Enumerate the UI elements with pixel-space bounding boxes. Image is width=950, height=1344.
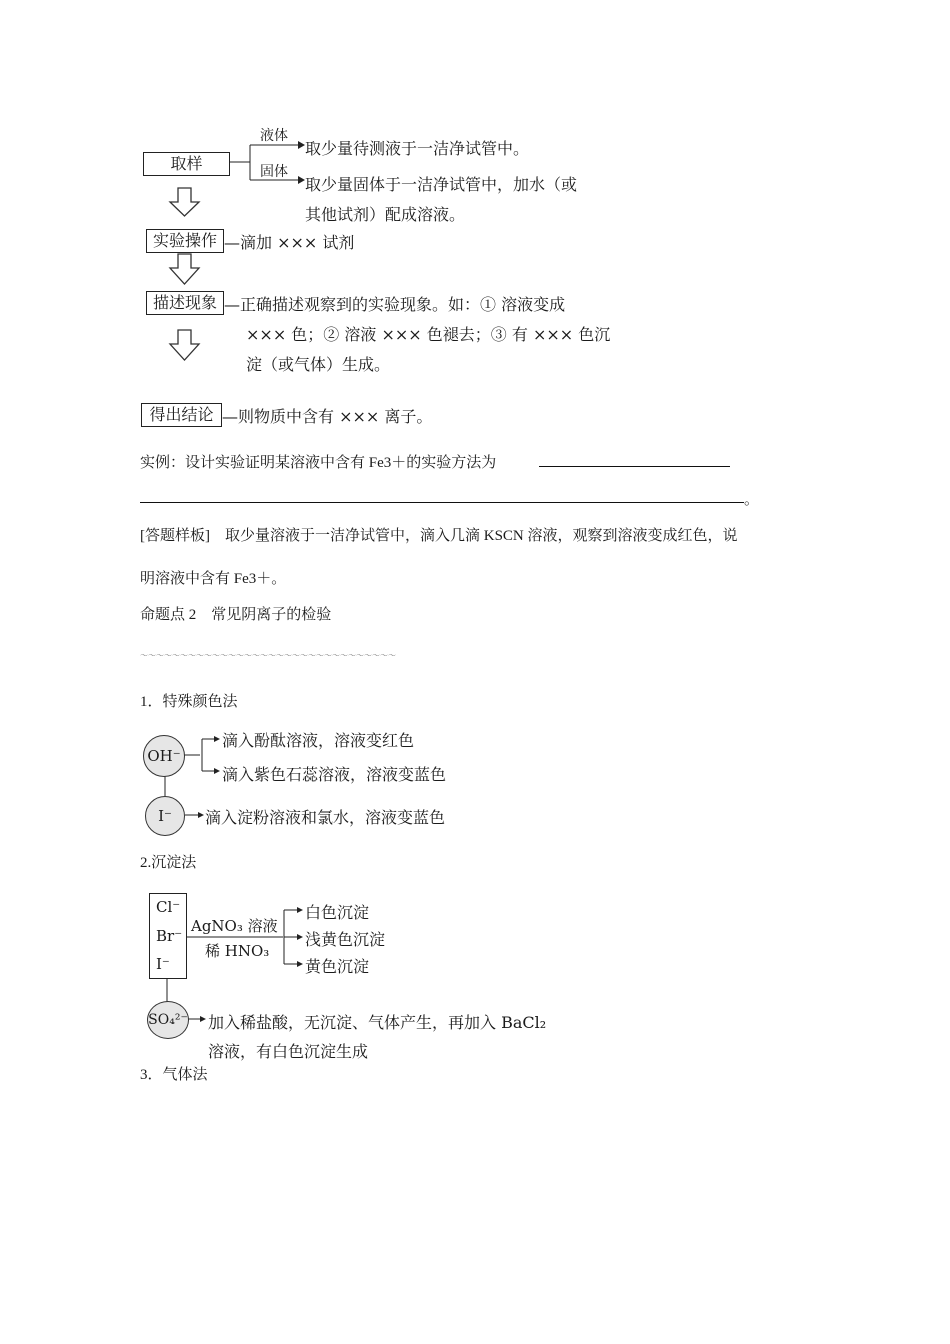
reagent-bottom: 稀 HNO₃ [205, 942, 270, 960]
liquid-text: 取少量待测液于一洁净试管中。 [305, 139, 530, 158]
oh-test-1: 滴入酚酞溶液，溶液变红色 [222, 731, 415, 750]
answer-blank-2 [140, 502, 744, 503]
ion-i: I⁻ [156, 955, 170, 973]
solid-text-1: 取少量固体于一洁净试管中，加水（或 [305, 175, 578, 194]
so4-test-1: 加入稀盐酸，无沉淀、气体产生，再加入 BaCl₂ [208, 1013, 547, 1032]
result-light-yellow: 浅黄色沉淀 [305, 930, 386, 949]
phenomenon-text-1: —正确描述观察到的实验现象。如：① 溶液变成 [224, 295, 566, 314]
result-yellow: 黄色沉淀 [305, 957, 370, 976]
sample-box: 取样 [143, 152, 230, 176]
operation-text: —滴加 ××× 试剂 [224, 233, 355, 252]
so4-test-2: 溶液，有白色沉淀生成 [208, 1042, 369, 1061]
solid-label: 固体 [260, 164, 288, 180]
result-white: 白色沉淀 [305, 903, 370, 922]
down-arrow-icon-3 [170, 330, 199, 360]
phenomenon-text-2: ××× 色；② 溶液 ××× 色褪去；③ 有 ××× 色沉 [246, 325, 611, 344]
section-title: 命题点 2 常见阴离子的检验 [140, 607, 332, 623]
reagent-top: AgNO₃ 溶液 [191, 917, 278, 935]
so4-ion-circle: SO₄²⁻ [147, 1001, 189, 1039]
conclusion-text: —则物质中含有 ××× 离子。 [222, 407, 433, 426]
method2-title: 2.沉淀法 [140, 855, 197, 871]
wave-underline: ～～～～～～～～～～～～～～～～～～～～～～～～～～～～～～～～ [140, 651, 396, 660]
method1-title: 1．特殊颜色法 [140, 694, 238, 710]
template-line-1: [答题样板] 取少量溶液于一洁净试管中，滴入几滴 KSCN 溶液，观察到溶液变成红色，说 [140, 528, 738, 544]
oh-test-2: 滴入紫色石蕊溶液，溶液变蓝色 [222, 765, 447, 784]
operation-box: 实验操作 [146, 229, 224, 253]
phenomenon-box: 描述现象 [146, 291, 224, 315]
solid-text-2: 其他试剂）配成溶液。 [305, 205, 466, 224]
example-end-mark: 。 [744, 492, 760, 508]
down-arrow-icon-1 [170, 188, 199, 216]
down-arrow-icon-2 [170, 254, 199, 284]
i-ion-circle: I⁻ [145, 796, 185, 836]
conclusion-box: 得出结论 [141, 403, 222, 427]
halide-ion-box [149, 893, 187, 979]
template-line-2: 明溶液中含有 Fe3＋。 [140, 571, 287, 587]
i-test: 滴入淀粉溶液和氯水，溶液变蓝色 [205, 808, 446, 827]
oh-ion-circle: OH⁻ [143, 735, 185, 777]
ion-cl: Cl⁻ [156, 898, 181, 916]
method3-title: 3．气体法 [140, 1067, 208, 1083]
answer-blank-1 [539, 466, 730, 467]
phenomenon-text-3: 淀（或气体）生成。 [246, 355, 391, 374]
ion-br: Br⁻ [156, 927, 183, 945]
liquid-label: 液体 [260, 128, 288, 144]
example-line: 实例：设计实验证明某溶液中含有 Fe3＋的实验方法为 [140, 455, 497, 471]
